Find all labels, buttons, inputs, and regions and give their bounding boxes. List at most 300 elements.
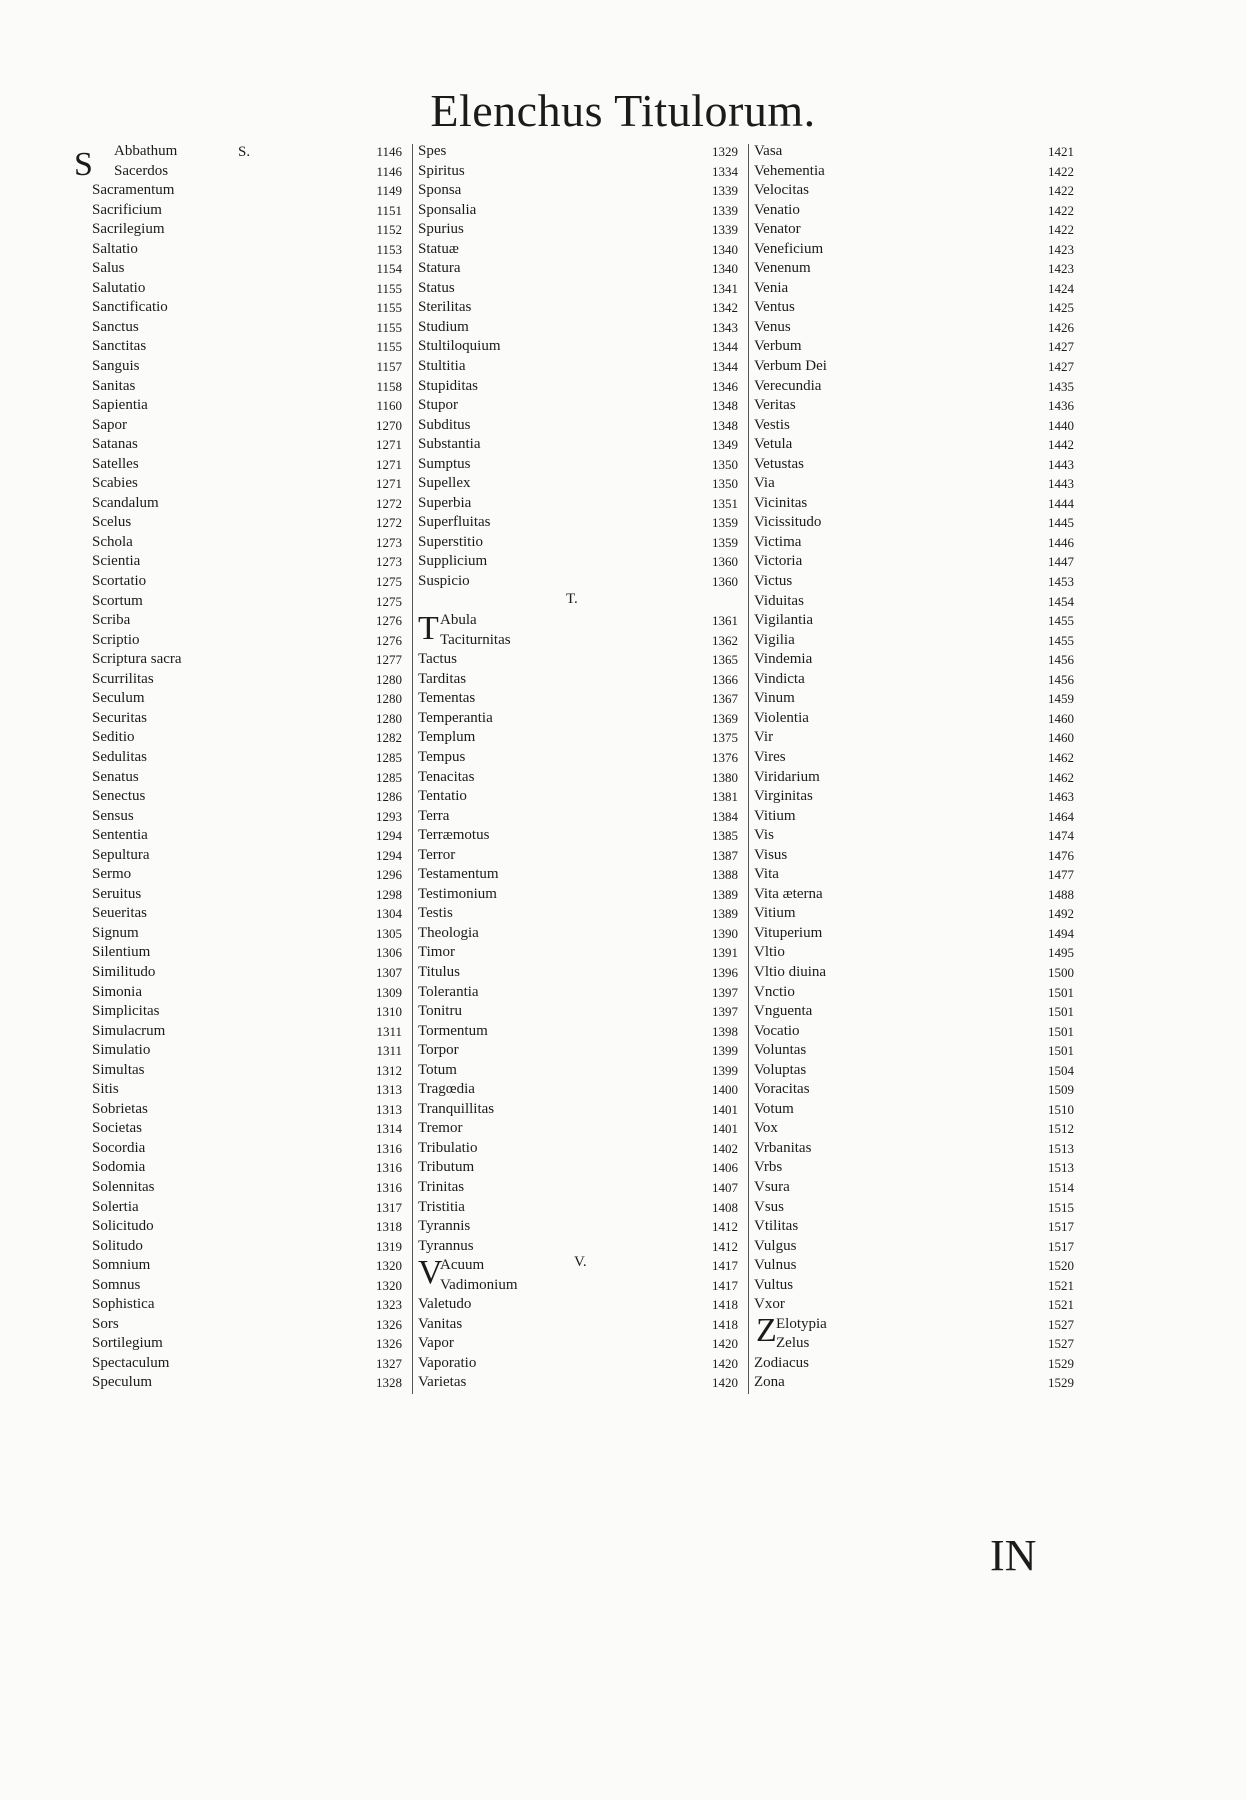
entry-term: Vis xyxy=(754,827,774,844)
entry-page: 1155 xyxy=(376,339,402,355)
entry-page: 1509 xyxy=(1048,1082,1074,1098)
entry-term: Stupor xyxy=(418,397,459,414)
index-entry xyxy=(92,611,402,631)
index-entry xyxy=(92,279,402,299)
entry-page: 1155 xyxy=(376,280,402,296)
entry-page: 1314 xyxy=(376,1121,402,1137)
entry-term: Superfluitas xyxy=(418,514,491,531)
index-entry xyxy=(754,1373,1074,1393)
entry-page: 1418 xyxy=(712,1297,738,1313)
entry-term: Spectaculum xyxy=(92,1354,170,1371)
entry-page: 1361 xyxy=(712,613,738,629)
entry-page: 1520 xyxy=(1048,1258,1074,1274)
entry-page: 1350 xyxy=(712,456,738,472)
index-entry xyxy=(754,435,1074,455)
index-entry xyxy=(754,318,1074,338)
entry-page: 1340 xyxy=(712,241,738,257)
entry-page: 1514 xyxy=(1048,1179,1074,1195)
entry-term: Sermo xyxy=(92,866,132,883)
entry-term: Sumptus xyxy=(418,455,471,472)
entry-term: Socordia xyxy=(92,1139,146,1156)
entry-term: Venenum xyxy=(754,260,811,277)
entry-page: 1400 xyxy=(712,1082,738,1098)
index-entry xyxy=(418,572,738,592)
entry-term: Studium xyxy=(418,318,469,335)
index-entry xyxy=(754,904,1074,924)
entry-term: Voluptas xyxy=(754,1061,807,1078)
index-column-v xyxy=(754,142,1074,1393)
entry-term: Vsus xyxy=(754,1198,785,1215)
index-entry xyxy=(418,201,738,221)
entry-page: 1425 xyxy=(1048,300,1074,316)
entry-term: Status xyxy=(418,279,455,296)
entry-term: Vxor xyxy=(754,1296,785,1313)
entry-term: Vitium xyxy=(754,905,796,922)
entry-term: Voracitas xyxy=(754,1081,810,1098)
index-entry xyxy=(92,220,402,240)
entry-term: Venus xyxy=(754,318,791,335)
entry-page: 1513 xyxy=(1048,1160,1074,1176)
index-entry xyxy=(92,357,402,377)
entry-page: 1476 xyxy=(1048,847,1074,863)
entry-term: Vadimonium xyxy=(440,1276,518,1293)
entry-term: Acuum xyxy=(440,1257,485,1274)
entry-term: Vapor xyxy=(418,1335,454,1352)
entry-page: 1435 xyxy=(1048,378,1074,394)
index-entry xyxy=(754,631,1074,651)
entry-page: 1153 xyxy=(376,241,402,257)
entry-page: 1359 xyxy=(712,534,738,550)
entry-term: Sensus xyxy=(92,807,134,824)
index-entry xyxy=(754,924,1074,944)
entry-term: Terror xyxy=(418,846,456,863)
entry-term: Tenacitas xyxy=(418,768,475,785)
index-entry xyxy=(418,318,738,338)
entry-term: Vigilantia xyxy=(754,612,814,629)
entry-term: Viduitas xyxy=(754,592,804,609)
entry-page: 1412 xyxy=(712,1238,738,1254)
index-entry xyxy=(754,709,1074,729)
entry-term: Totum xyxy=(418,1061,457,1078)
index-entry xyxy=(418,1334,738,1354)
index-entry xyxy=(418,943,738,963)
section-letter-s: S. xyxy=(238,144,251,160)
entry-term: Vita æterna xyxy=(754,885,823,902)
entry-page: 1160 xyxy=(376,398,402,414)
index-column-t xyxy=(418,142,738,1393)
index-entry xyxy=(754,768,1074,788)
entry-page: 1398 xyxy=(712,1023,738,1039)
entry-term: Elotypia xyxy=(776,1315,827,1332)
entry-page: 1402 xyxy=(712,1140,738,1156)
entry-term: Vulnus xyxy=(754,1257,797,1274)
entry-page: 1343 xyxy=(712,319,738,335)
entry-term: Sacerdos xyxy=(114,162,169,179)
index-entry xyxy=(418,494,738,514)
index-entry xyxy=(754,357,1074,377)
index-entry xyxy=(418,357,738,377)
entry-term: Vetula xyxy=(754,436,793,453)
entry-page: 1305 xyxy=(376,925,402,941)
index-entry xyxy=(92,728,402,748)
entry-page: 1460 xyxy=(1048,710,1074,726)
entry-page: 1348 xyxy=(712,417,738,433)
entry-page: 1510 xyxy=(1048,1101,1074,1117)
entry-page: 1157 xyxy=(376,359,402,375)
entry-term: Tactus xyxy=(418,651,457,668)
entry-term: Temperantia xyxy=(418,709,493,726)
entry-page: 1319 xyxy=(376,1238,402,1254)
entry-term: Victima xyxy=(754,533,802,550)
entry-page: 1367 xyxy=(712,691,738,707)
entry-term: Vulgus xyxy=(754,1237,797,1254)
index-entry xyxy=(418,865,738,885)
entry-page: 1421 xyxy=(1048,144,1074,159)
entry-page: 1456 xyxy=(1048,652,1074,668)
index-entry xyxy=(418,1119,738,1139)
entry-page: 1276 xyxy=(376,613,402,629)
entry-term: Scandalum xyxy=(92,494,159,511)
index-entry xyxy=(418,337,738,357)
entry-page: 1340 xyxy=(712,261,738,277)
entry-page: 1375 xyxy=(712,730,738,746)
entry-term: Seditio xyxy=(92,729,135,746)
entry-page: 1401 xyxy=(712,1121,738,1137)
entry-page: 1443 xyxy=(1048,476,1074,492)
entry-page: 1513 xyxy=(1048,1140,1074,1156)
entry-term: Stultitia xyxy=(418,358,466,375)
entry-term: Violentia xyxy=(754,709,809,726)
index-entry xyxy=(92,1217,402,1237)
entry-page: 1298 xyxy=(376,886,402,902)
entry-page: 1376 xyxy=(712,749,738,765)
index-entry xyxy=(92,474,402,494)
entry-page: 1501 xyxy=(1048,1004,1074,1020)
entry-page: 1446 xyxy=(1048,534,1074,550)
entry-term: Tyrannis xyxy=(418,1218,471,1235)
entry-term: Veneficium xyxy=(754,240,824,257)
entry-term: Sophistica xyxy=(92,1296,155,1313)
entry-term: Sanctitas xyxy=(92,338,147,355)
index-entry xyxy=(754,592,1074,612)
index-entry xyxy=(92,768,402,788)
index-entry xyxy=(754,513,1074,533)
entry-term: Spes xyxy=(418,143,447,159)
index-entry xyxy=(418,689,738,709)
entry-page: 1422 xyxy=(1048,183,1074,199)
entry-page: 1462 xyxy=(1048,749,1074,765)
index-entry xyxy=(92,572,402,592)
entry-page: 1286 xyxy=(376,789,402,805)
index-entry xyxy=(418,181,738,201)
index-entry xyxy=(418,416,738,436)
index-entry xyxy=(418,298,738,318)
entry-term: Scelus xyxy=(92,514,132,531)
entry-term: Zona xyxy=(754,1374,785,1391)
entry-page: 1445 xyxy=(1048,515,1074,531)
entry-page: 1326 xyxy=(376,1336,402,1352)
index-entry xyxy=(92,885,402,905)
entry-page: 1417 xyxy=(712,1277,738,1293)
entry-page: 1464 xyxy=(1048,808,1074,824)
index-entry xyxy=(754,787,1074,807)
entry-page: 1276 xyxy=(376,632,402,648)
entry-page: 1282 xyxy=(376,730,402,746)
entry-page: 1146 xyxy=(376,163,402,179)
index-entry xyxy=(92,455,402,475)
entry-page: 1447 xyxy=(1048,554,1074,570)
index-entry xyxy=(754,1334,1074,1354)
entry-term: Senatus xyxy=(92,768,139,785)
column-rule-2 xyxy=(412,144,413,1394)
entry-page: 1454 xyxy=(1048,593,1074,609)
entry-term: Verbum xyxy=(754,338,802,355)
index-entry xyxy=(418,611,738,631)
entry-page: 1444 xyxy=(1048,495,1074,511)
entry-term: Solicitudo xyxy=(92,1218,154,1235)
entry-page: 1397 xyxy=(712,984,738,1000)
entry-page: 1455 xyxy=(1048,613,1074,629)
entry-term: Superbia xyxy=(418,494,472,511)
index-entry xyxy=(754,983,1074,1003)
entry-term: Verbum Dei xyxy=(754,358,827,375)
entry-term: Somnus xyxy=(92,1276,141,1293)
index-entry xyxy=(418,631,738,651)
entry-page: 1396 xyxy=(712,964,738,980)
entry-term: Scortatio xyxy=(92,573,147,590)
entry-term: Voluntas xyxy=(754,1042,807,1059)
entry-term: Tempus xyxy=(418,748,466,765)
entry-term: Tolerantia xyxy=(418,983,479,1000)
entry-term: Statuæ xyxy=(418,240,459,257)
index-entry xyxy=(418,1100,738,1120)
entry-term: Scriptio xyxy=(92,631,140,648)
entry-term: Suspicio xyxy=(418,573,470,590)
index-entry xyxy=(754,298,1074,318)
index-entry xyxy=(418,162,738,182)
entry-page: 1316 xyxy=(376,1160,402,1176)
index-entry xyxy=(754,552,1074,572)
index-entry xyxy=(418,1061,738,1081)
entry-term: Simplicitas xyxy=(92,1003,160,1020)
entry-page: 1406 xyxy=(712,1160,738,1176)
index-entry xyxy=(92,1158,402,1178)
entry-page: 1285 xyxy=(376,749,402,765)
entry-page: 1349 xyxy=(712,437,738,453)
entry-page: 1271 xyxy=(376,476,402,492)
index-entry xyxy=(754,142,1074,162)
index-entry xyxy=(418,807,738,827)
index-entry xyxy=(418,552,738,572)
index-entry xyxy=(754,396,1074,416)
section-letter-v: V. xyxy=(574,1254,587,1270)
entry-term: Testamentum xyxy=(418,866,499,883)
entry-page: 1294 xyxy=(376,828,402,844)
index-entry xyxy=(754,1100,1074,1120)
entry-term: Torpor xyxy=(418,1042,459,1059)
index-entry xyxy=(92,240,402,260)
entry-term: Vocatio xyxy=(754,1022,800,1039)
index-entry xyxy=(418,1315,738,1335)
index-entry xyxy=(92,337,402,357)
entry-term: Tristitia xyxy=(418,1198,465,1215)
index-entry xyxy=(754,885,1074,905)
index-entry xyxy=(754,1022,1074,1042)
entry-term: Statura xyxy=(418,260,461,277)
entry-page: 1158 xyxy=(376,378,402,394)
entry-page: 1422 xyxy=(1048,163,1074,179)
entry-page: 1351 xyxy=(712,495,738,511)
entry-term: Vituperium xyxy=(754,924,823,941)
index-entry xyxy=(92,748,402,768)
entry-page: 1326 xyxy=(376,1316,402,1332)
entry-page: 1318 xyxy=(376,1219,402,1235)
entry-page: 1320 xyxy=(376,1258,402,1274)
index-entry xyxy=(754,1256,1074,1276)
entry-term: Scabies xyxy=(92,475,138,492)
index-entry xyxy=(92,865,402,885)
entry-page: 1309 xyxy=(376,984,402,1000)
entry-term: Solertia xyxy=(92,1198,139,1215)
index-entry xyxy=(754,162,1074,182)
index-entry xyxy=(754,865,1074,885)
entry-term: Timor xyxy=(418,944,455,961)
entry-term: Spurius xyxy=(418,221,464,238)
entry-term: Visus xyxy=(754,846,788,863)
entry-term: Stultiloquium xyxy=(418,338,501,355)
entry-page: 1501 xyxy=(1048,1043,1074,1059)
entry-term: Verecundia xyxy=(754,377,822,394)
entry-term: Vires xyxy=(754,748,786,765)
entry-term: Sacrilegium xyxy=(92,221,165,238)
index-entry xyxy=(754,494,1074,514)
entry-page: 1389 xyxy=(712,906,738,922)
entry-term: Sacrificium xyxy=(92,201,162,218)
entry-term: Zodiacus xyxy=(754,1354,809,1371)
index-entry xyxy=(418,1198,738,1218)
entry-page: 1390 xyxy=(712,925,738,941)
entry-page: 1306 xyxy=(376,945,402,961)
entry-page: 1512 xyxy=(1048,1121,1074,1137)
index-entry xyxy=(418,1178,738,1198)
entry-page: 1423 xyxy=(1048,241,1074,257)
entry-term: Solitudo xyxy=(92,1237,143,1254)
index-entry xyxy=(754,416,1074,436)
index-entry xyxy=(92,1002,402,1022)
entry-term: Virginitas xyxy=(754,788,813,805)
entry-term: Terra xyxy=(418,807,450,824)
entry-term: Ventus xyxy=(754,299,795,316)
column-rule-3 xyxy=(748,144,749,1394)
entry-page: 1381 xyxy=(712,789,738,805)
entry-term: Supplicium xyxy=(418,553,488,570)
entry-page: 1527 xyxy=(1048,1316,1074,1332)
index-entry xyxy=(418,1158,738,1178)
entry-term: Vir xyxy=(754,729,774,746)
entry-page: 1304 xyxy=(376,906,402,922)
entry-page: 1369 xyxy=(712,710,738,726)
entry-page: 1399 xyxy=(712,1062,738,1078)
entry-page: 1494 xyxy=(1048,925,1074,941)
index-entry xyxy=(754,748,1074,768)
entry-page: 1344 xyxy=(712,339,738,355)
entry-term: Signum xyxy=(92,924,139,941)
section-letter-t: T. xyxy=(566,591,578,607)
dropcap-v: V xyxy=(418,1254,443,1291)
entry-page: 1350 xyxy=(712,476,738,492)
entry-page: 1329 xyxy=(712,144,738,159)
entry-page: 1271 xyxy=(376,456,402,472)
entry-term: Vindemia xyxy=(754,651,813,668)
index-entry xyxy=(754,846,1074,866)
index-entry xyxy=(418,983,738,1003)
entry-term: Similitudo xyxy=(92,963,156,980)
index-entry xyxy=(92,709,402,729)
index-entry xyxy=(92,1119,402,1139)
entry-page: 1408 xyxy=(712,1199,738,1215)
entry-page: 1424 xyxy=(1048,280,1074,296)
entry-page: 1504 xyxy=(1048,1062,1074,1078)
entry-term: Vasa xyxy=(754,143,783,159)
entry-term: Schola xyxy=(92,533,133,550)
index-entry xyxy=(418,924,738,944)
entry-page: 1397 xyxy=(712,1004,738,1020)
entry-term: Vehementia xyxy=(754,162,825,179)
entry-page: 1280 xyxy=(376,710,402,726)
index-entry xyxy=(418,1002,738,1022)
entry-term: Sepultura xyxy=(92,846,150,863)
entry-page: 1462 xyxy=(1048,769,1074,785)
entry-page: 1399 xyxy=(712,1043,738,1059)
entry-term: Venatio xyxy=(754,201,800,218)
entry-page: 1420 xyxy=(712,1355,738,1371)
entry-page: 1151 xyxy=(376,202,402,218)
index-entry xyxy=(92,904,402,924)
entry-term: Vsura xyxy=(754,1178,790,1195)
entry-term: Taciturnitas xyxy=(440,631,511,648)
entry-term: Vigilia xyxy=(754,631,795,648)
entry-term: Abula xyxy=(440,612,477,629)
dropcap-z: Z xyxy=(756,1312,777,1349)
entry-term: Subditus xyxy=(418,416,471,433)
entry-term: Vltio diuina xyxy=(754,963,827,980)
entry-page: 1311 xyxy=(376,1023,402,1039)
index-entry xyxy=(418,1276,738,1296)
entry-term: Varietas xyxy=(418,1374,467,1391)
entry-page: 1427 xyxy=(1048,339,1074,355)
entry-page: 1426 xyxy=(1048,319,1074,335)
entry-term: Vultus xyxy=(754,1276,794,1293)
entry-page: 1272 xyxy=(376,515,402,531)
entry-page: 1380 xyxy=(712,769,738,785)
page-title: Elenchus Titulorum. xyxy=(430,85,816,136)
index-entry xyxy=(754,1198,1074,1218)
entry-page: 1146 xyxy=(376,144,402,159)
entry-page: 1334 xyxy=(712,163,738,179)
entry-term: Sanguis xyxy=(92,358,140,375)
index-entry xyxy=(418,513,738,533)
index-entry xyxy=(92,181,402,201)
entry-page: 1388 xyxy=(712,867,738,883)
entry-page: 1277 xyxy=(376,652,402,668)
index-entry xyxy=(418,1217,738,1237)
entry-page: 1285 xyxy=(376,769,402,785)
entry-term: Sitis xyxy=(92,1081,119,1098)
entry-term: Tonitru xyxy=(418,1003,462,1020)
entry-term: Simulatio xyxy=(92,1042,151,1059)
entry-page: 1418 xyxy=(712,1316,738,1332)
index-entry xyxy=(92,787,402,807)
